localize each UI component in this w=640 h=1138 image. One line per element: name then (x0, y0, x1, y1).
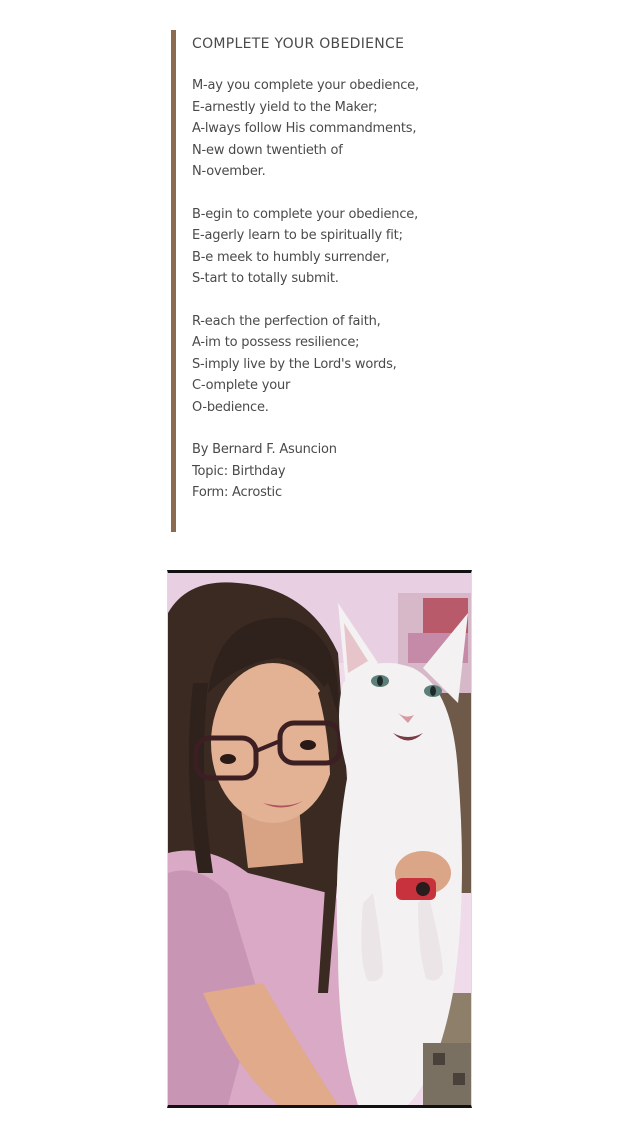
poem-line: A-im to possess resilience; (192, 335, 360, 350)
author-line: By Bernard F. Asuncion (192, 442, 337, 457)
form-line: Form: Acrostic (192, 485, 282, 500)
photo-illustration (168, 573, 471, 1105)
poem-title: COMPLETE YOUR OBEDIENCE (192, 36, 405, 52)
poem-line: O-bedience. (192, 399, 269, 415)
poem-block (171, 30, 491, 532)
poem-line: S-tart to totally submit. (192, 271, 339, 286)
selfie-photo-with-cat (167, 570, 472, 1108)
poem-line: B-e meek to humbly surrender, (192, 249, 390, 265)
poem-line: C-omplete your (192, 378, 291, 393)
topic-line: Topic: Birthday (192, 463, 286, 479)
poem-line: B-egin to complete your obedience, (192, 206, 419, 222)
poem-line: S-imply live by the Lord's words, (192, 356, 397, 372)
poem-line: A-lways follow His commandments, (192, 121, 417, 136)
stanza-1 (192, 75, 491, 183)
poem-line: E-agerly learn to be spiritually fit; (192, 228, 403, 243)
poem-line: E-arnestly yield to the Maker; (192, 99, 378, 115)
poem-line: R-each the perfection of faith, (192, 313, 381, 329)
stanza-2 (192, 204, 491, 290)
stanza-3 (192, 311, 491, 419)
poem-line: N-ew down twentieth of (192, 142, 343, 158)
poem-line: M-ay you complete your obedience, (192, 78, 419, 93)
poem-meta (192, 439, 491, 504)
poem-line: N-ovember. (192, 164, 266, 179)
